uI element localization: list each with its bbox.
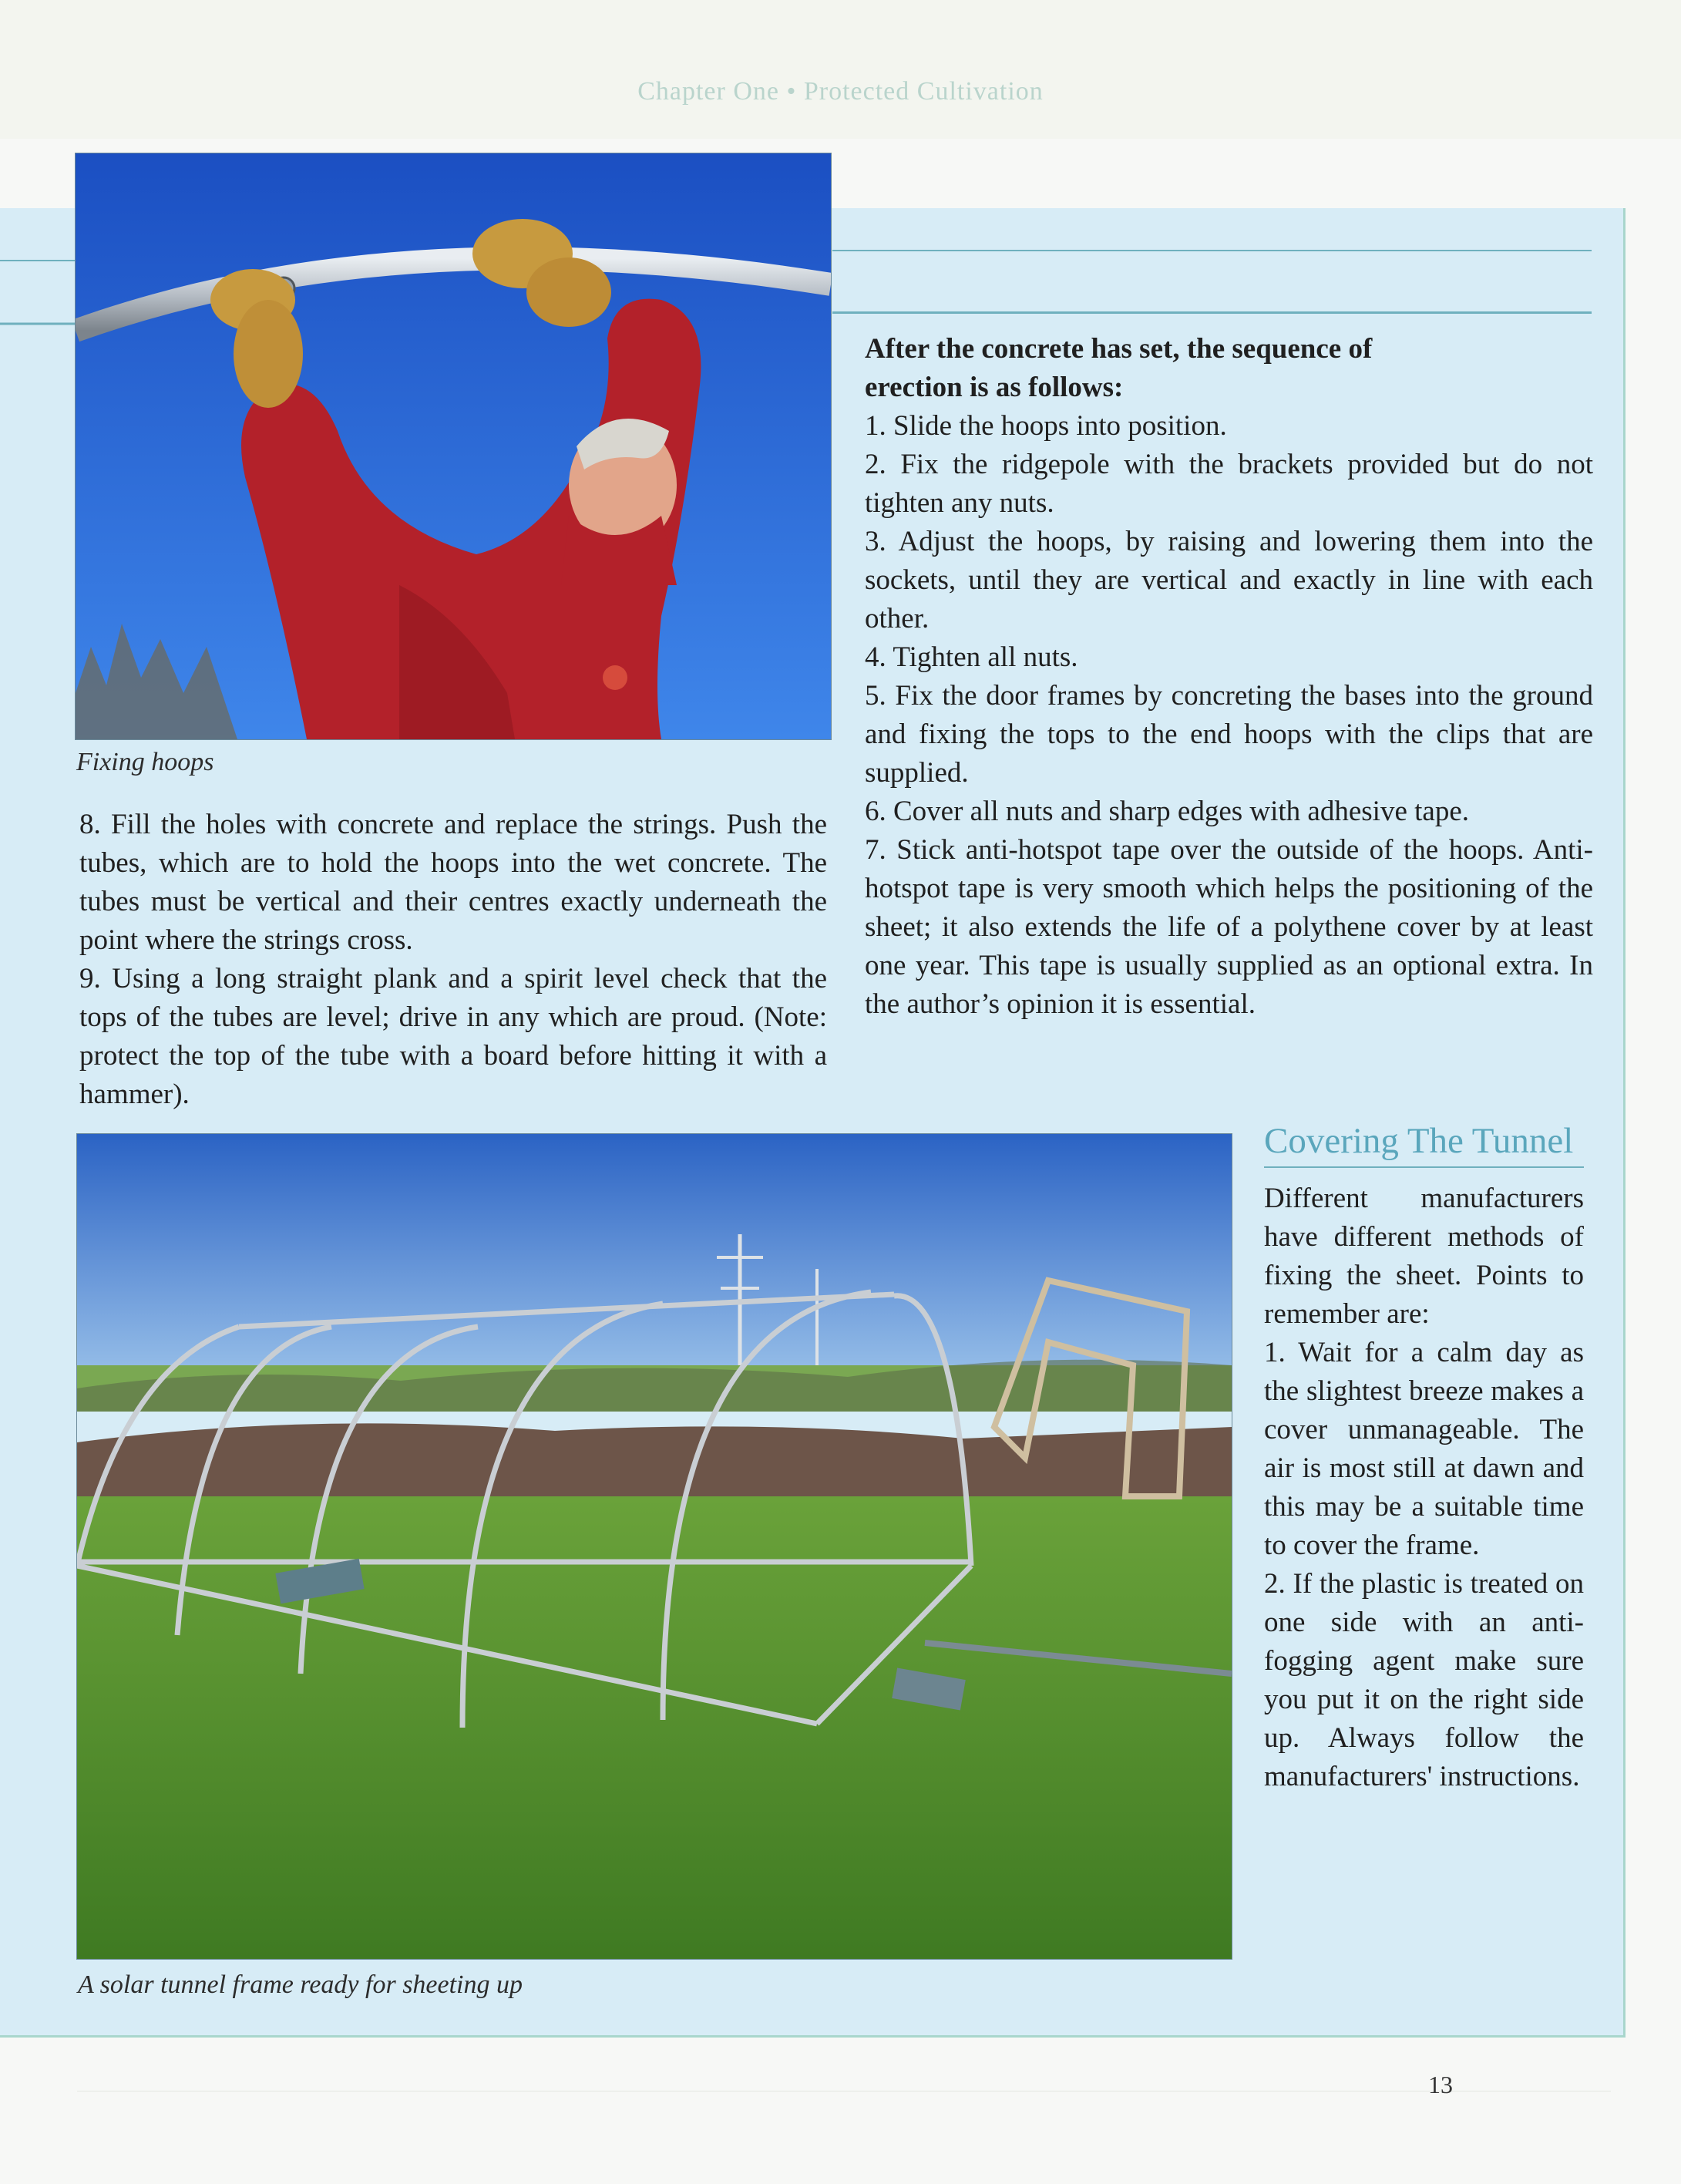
erection-step-2: 2. Fix the ridgepole with the brackets provided but do not tighten any nuts. [865,449,1593,519]
sidebar-text [1264,1179,1584,1796]
sidebar-point-1: 1. Wait for a calm day as the slightest breeze makes a cover unmanageable. The air is most still at dawn and this may be a suitable time to cover the frame. [1264,1337,1584,1561]
erection-step-3: 3. Adjust the hoops, by raising and lowering them into the sockets, until they are vertical and exactly in line with each other. [865,526,1593,634]
top-band [0,0,1681,139]
right-column-text [865,330,1593,1024]
paragraph-step-8: 8. Fill the holes with concrete and replace the strings. Push the tubes, which are to hold the hoops into the wet concrete. The tubes must be vertical and their centres exactly underneath the point where the strings cross. [79,809,827,956]
page-number: 13 [1428,2071,1453,2098]
erection-step-4: 4. Tighten all nuts. [865,641,1078,673]
panel-rule-upper [832,250,1592,251]
photo-tunnel-frame [76,1133,1232,1960]
erection-step-1: 1. Slide the hoops into position. [865,410,1227,442]
caption-fixing-hoops: Fixing hoops [76,748,214,776]
left-column-text [79,806,827,1114]
erection-step-5: 5. Fix the door frames by concreting the bases into the ground and fixing the tops to the end hoops with the clips that are supplied. [865,680,1593,789]
sidebar-point-2: 2. If the plastic is treated on one side with an anti-fogging agent make sure you put it on the right side up. Always follow the manufacturers' instructions. [1264,1568,1584,1792]
sidebar-intro: Different manufacturers have different methods of fixing the sheet. Points to remember are: [1264,1183,1584,1330]
decorative-edge-lines [0,254,77,331]
paragraph-step-9: 9. Using a long straight plank and a spirit level check that the tops of the tubes are level; drive in any which are proud. (Note: protect the top of the tube with a board before hitting it with a hammer). [79,963,827,1110]
section-heading-covering: Covering The Tunnel [1264,1120,1584,1168]
caption-tunnel-frame: A solar tunnel frame ready for sheeting up [78,1970,523,1999]
erection-sequence-lead: After the concrete has set, the sequence of erection is as follows: [865,333,1373,403]
panel-rule-lower [832,311,1592,314]
photo-fixing-hoops [75,153,832,740]
erection-step-7: 7. Stick anti-hotspot tape over the outside of the hoops. Anti-hotspot tape is very smooth which helps the positioning of the sheet; it also extends the life of a polythene cover by at least one year. This tape is usually supplied as an optional extra. In the author’s opinion it is essential. [865,834,1593,1020]
running-head: Chapter One • Protected Cultivation [637,77,1044,106]
erection-step-6: 6. Cover all nuts and sharp edges with adhesive tape. [865,796,1469,827]
